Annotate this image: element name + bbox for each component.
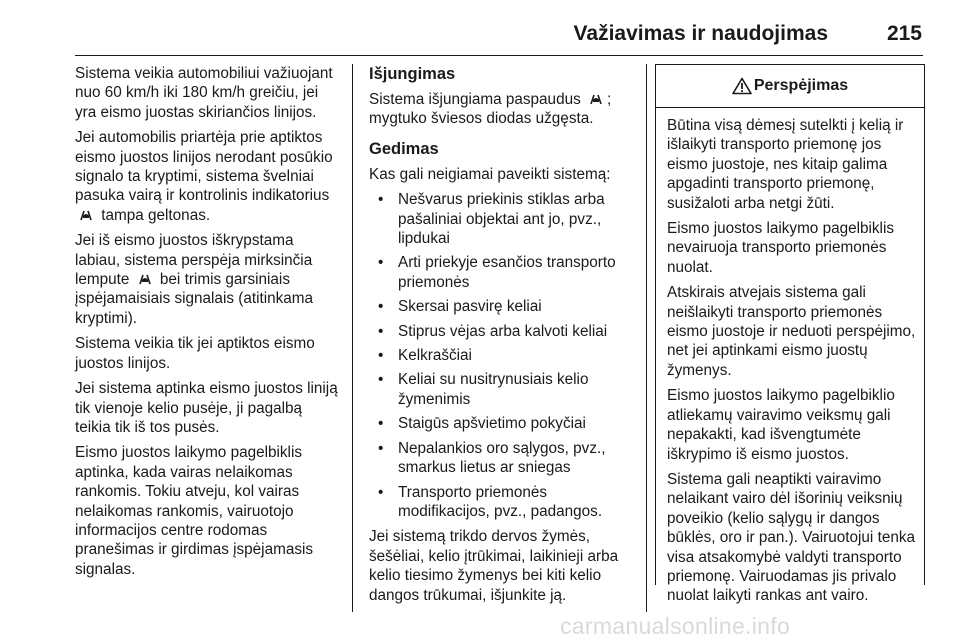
paragraph: Eismo juostos laikymo pagelbiklio atliekamų vairavimo veiksmų gali nepakakti, kad išvengtumėte iškrypimo iš eismo juostos.	[667, 387, 895, 463]
fault-list	[369, 190, 637, 521]
paragraph: Būtina visą dėmesį sutelkti į kelią ir išlaikyti transporto priemonę jos eismo juostoje, nes kitaip galima apgadinti transporto priemonę, susižaloti arba netgi žūti.	[667, 117, 904, 212]
watermark: carmanualsonline.info	[560, 613, 791, 639]
paragraph: Eismo juostos laikymo pagelbiklis aptinka, kada vairas nelaikomas rankomis. Tokiu atveju, kol vairas nelaikomas rankomis, vairuotojo informacijos centre rodomas pranešimas ir girdimas įspėjamasis signalas.	[75, 444, 314, 578]
column-divider	[646, 64, 647, 612]
paragraph: Jei sistemą trikdo dervos žymės, šešėliai, kelio įtrūkimai, laikinieji arba kelio tiesimo žymenys bei kiti kelio dangos trūkumai, išjunkite ją.	[369, 528, 619, 604]
paragraph: Eismo juostos laikymo pagelbiklis nevairuoja transporto priemonės nuolat.	[667, 220, 894, 276]
column-divider	[352, 64, 353, 612]
list-item: • Skersai pasvirę keliai	[369, 297, 637, 316]
paragraph: Jei iš eismo juostos iškrypstama labiau, sistema perspėja mirksinčia lempute bei trimis garsiniais įspėjamaisiais signalais (atitinkama kryptimi).	[75, 232, 314, 327]
list-item: • Transporto priemonės modifikacijos, pvz., padangos.	[369, 483, 637, 522]
paragraph: Jei sistema aptinka eismo juostos liniją tik vienoje kelio pusėje, ji pagalbą teikia tik iš tos pusės.	[75, 380, 338, 436]
list-item: • Staigūs apšvietimo pokyčiai	[369, 414, 637, 433]
paragraph: Kas gali neigiamai paveikti sistemą:	[369, 165, 611, 183]
list-item: • Arti priekyje esančios transporto priemonės	[369, 253, 637, 292]
warning-title: Perspėjimas	[753, 77, 849, 95]
paragraph: Sistema išjungiama paspaudus ; mygtuko šviesos diodas užgęsta.	[369, 91, 612, 128]
lane-keep-icon	[136, 273, 154, 285]
text-column-left	[75, 64, 340, 585]
paragraph: Atskirais atvejais sistema gali neišlaikyti transporto priemonės eismo juostoje ir neduoti perspėjimo, net jei aptinkami eismo juostų žymenys.	[667, 284, 916, 379]
list-item: • Nešvarus priekinis stiklas arba pašaliniai objektai ant jo, pvz., lipdukai	[369, 190, 637, 248]
section-heading-fault: Gedimas	[369, 139, 439, 158]
paragraph: Sistema gali neaptikti vairavimo nelaikant vairo dėl išorinių veiksnių poveikio (kelio sąlygų ir dangos būklės, oro ir pan.). Vairuotojui tenka visa atsakomybė valdyti transporto priemonę. Vairuodamas jis privalo nuolat laikyti rankas ant vairo.	[667, 470, 915, 605]
lane-keep-icon	[587, 93, 605, 105]
paragraph: Jei automobilis priartėja prie aptiktos eismo juostos linijos nerodant posūkio signalo ta kryptimi, sistema švelniai pasuka vairą ir kontrolinis indikatorius tampa geltonas.	[75, 129, 333, 224]
header-divider	[75, 55, 923, 56]
list-item: • Stiprus vėjas arba kalvoti keliai	[369, 322, 637, 341]
list-item: • Kelkraščiai	[369, 346, 637, 365]
section-heading-off: Išjungimas	[369, 65, 456, 83]
page-number: 215	[886, 22, 922, 45]
warning-header	[656, 65, 924, 108]
list-item: • Nepalankios oro sąlygos, pvz., smarkus lietus ar sniegas	[369, 439, 637, 478]
paragraph: Sistema veikia tik jei aptiktos eismo juostos linijos.	[75, 335, 315, 372]
lane-keep-icon	[77, 209, 95, 221]
list-item: • Keliai su nusitrynusiais kelio žymenimis	[369, 370, 637, 409]
page-header-title: Važiavimas ir naudojimas	[573, 22, 828, 45]
warning-triangle-icon	[732, 77, 752, 95]
warning-box	[655, 64, 925, 605]
warning-body	[656, 108, 924, 606]
paragraph: Sistema veikia automobiliui važiuojant nuo 60 km/h iki 180 km/h greičiu, jei yra eismo juostas skiriančios linijos.	[75, 65, 333, 121]
text-column-middle	[369, 64, 637, 611]
